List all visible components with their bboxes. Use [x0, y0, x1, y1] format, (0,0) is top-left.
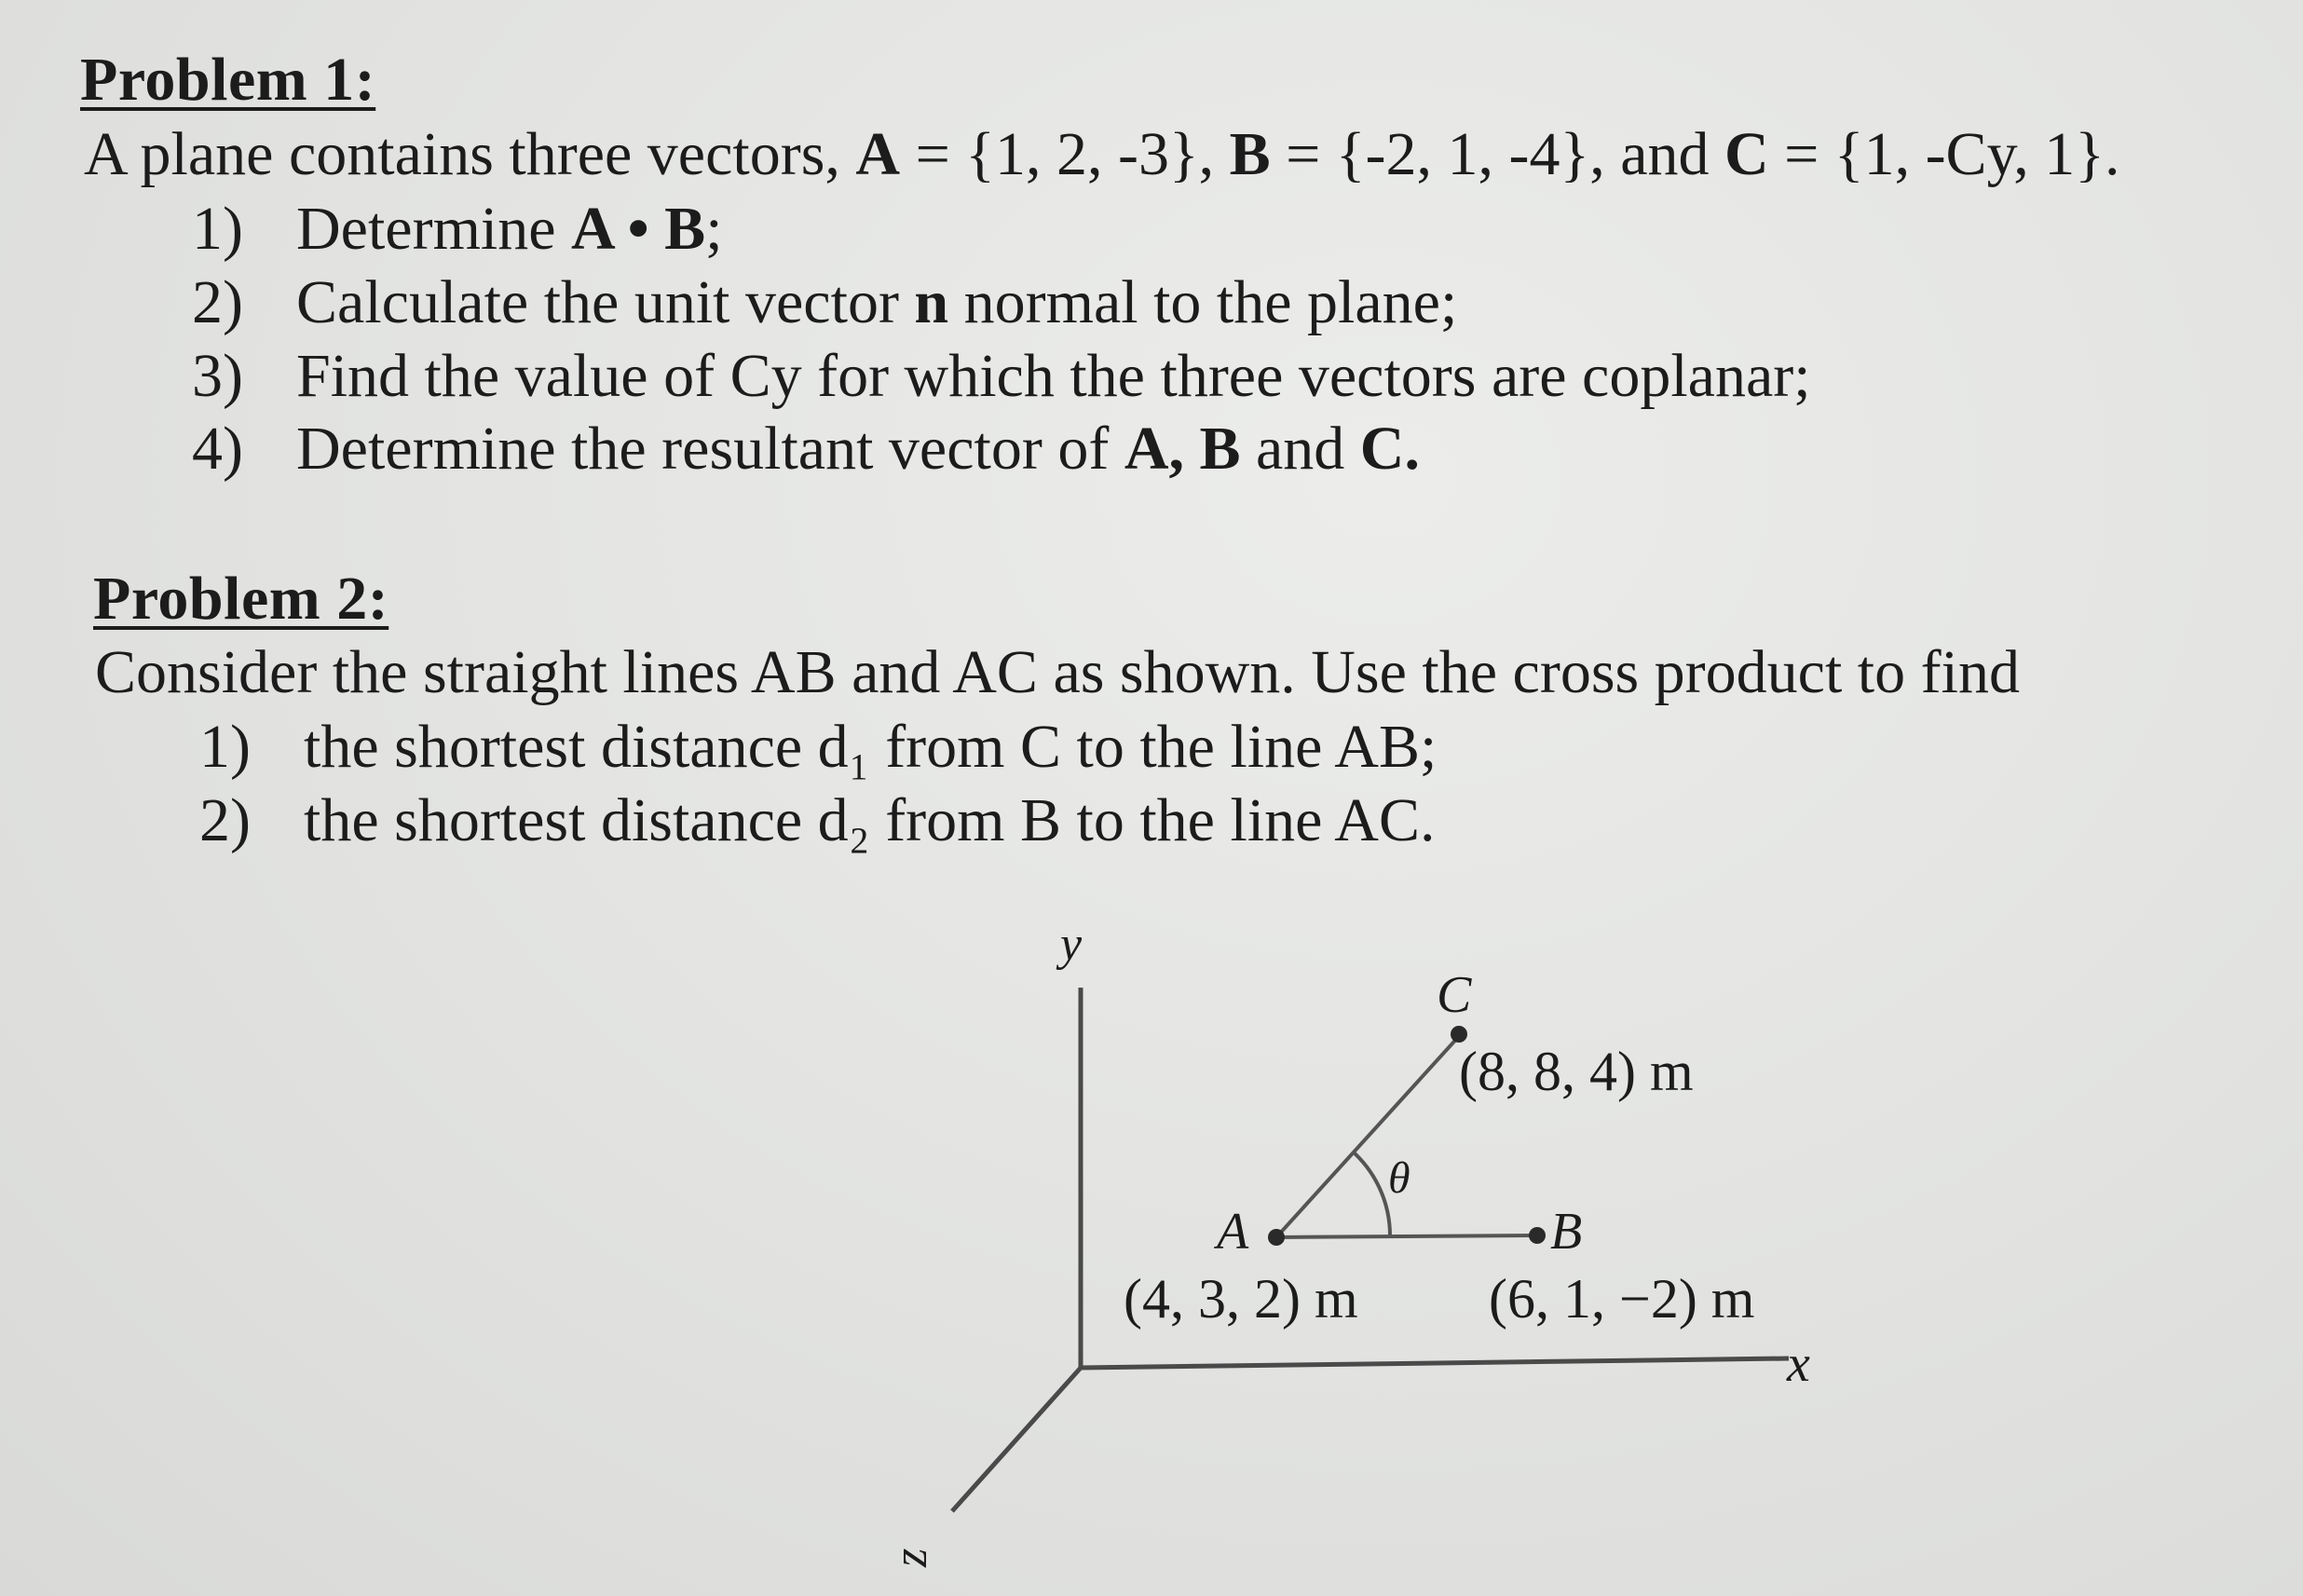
point-b-label: B	[1550, 1203, 1583, 1261]
problem-1-item-3: 3) Find the value of Cy for which the three vectors are coplanar;	[192, 342, 1811, 410]
problem-2-heading: Problem 2:	[93, 565, 389, 633]
point-c-label: C	[1437, 966, 1472, 1024]
x-axis-label: x	[1787, 1335, 1810, 1393]
angle-theta-label: θ	[1388, 1153, 1410, 1203]
angle-arc	[1353, 1152, 1390, 1236]
point-b-coordinates: (6, 1, −2) m	[1489, 1268, 1755, 1330]
problem-1-item-4: 4) Determine the resultant vector of A, B and C.	[192, 415, 1420, 483]
point-a-dot	[1268, 1229, 1285, 1246]
x-axis-line	[1081, 1358, 1789, 1368]
problem-2-item-2: 2) the shortest distance d₂ from B to the line AC.	[199, 786, 1436, 854]
point-a-label: A	[1217, 1203, 1249, 1261]
problem-1-statement: A plane contains three vectors, A = {1, 2, -3}, B = {-2, 1, -4}, and C = {1, -Cy, 1}.	[84, 120, 2120, 188]
problem-1-item-1: 1) Determine A • B;	[192, 195, 723, 263]
point-b-dot	[1529, 1227, 1546, 1244]
point-c-coordinates: (8, 8, 4) m	[1459, 1041, 1694, 1102]
problem-1-item-2: 2) Calculate the unit vector n normal to the plane;	[192, 268, 1458, 336]
z-axis-label: z	[884, 1548, 937, 1567]
segment-ab	[1276, 1235, 1535, 1237]
point-a-coordinates: (4, 3, 2) m	[1124, 1268, 1358, 1330]
segment-ac	[1276, 1034, 1461, 1237]
problem-2-statement: Consider the straight lines AB and AC as shown. Use the cross product to find	[95, 638, 2020, 706]
problem-2-item-1: 1) the shortest distance d₁ from C to the line AB;	[199, 713, 1438, 781]
problem-1-heading: Problem 1:	[80, 46, 376, 114]
y-axis-label: y	[1060, 918, 1083, 971]
z-axis-line	[952, 1368, 1081, 1511]
